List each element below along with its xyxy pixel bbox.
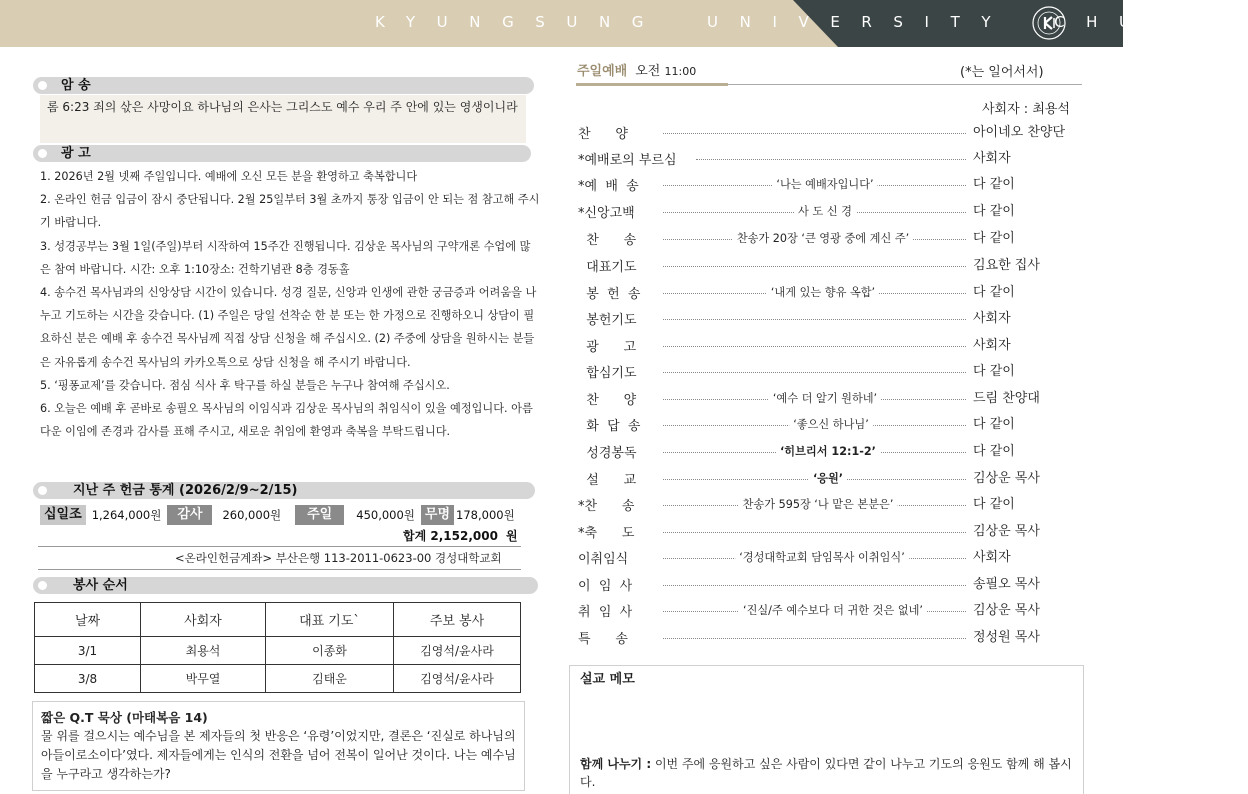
recitation-label: 암 송 [61, 78, 91, 93]
announcement-list [40, 165, 540, 443]
table-cell: 김영석/윤사라 [394, 637, 521, 665]
offering-label: 지난 주 헌금 통계 (2026/2/9~2/15) [73, 483, 298, 498]
worship-order-row [578, 387, 1080, 411]
qt-box [32, 701, 525, 791]
order-item-name: *축 도 [578, 526, 635, 541]
order-item-detail: ‘나는 예배자입니다’ [772, 176, 877, 192]
table-header-cell: 대표 기도` [266, 603, 394, 637]
order-item-leader: 김요한 집사 [973, 258, 1040, 273]
offering-stats [40, 504, 520, 525]
dotted-leader [663, 585, 966, 586]
worship-order-row [578, 467, 1080, 491]
worship-order-row [578, 227, 1080, 251]
order-item-detail: ‘예수 더 알기 원하네’ [769, 390, 881, 406]
order-item-name: 이 임 사 [578, 579, 633, 594]
order-item-leader: 아이네오 찬양단 [973, 125, 1066, 140]
order-item-leader: 송필오 목사 [973, 577, 1040, 592]
announcements-label: 광 고 [61, 146, 91, 161]
order-item-name: 화 답 송 [578, 419, 641, 434]
dotted-leader [696, 159, 966, 160]
standing-note: (*는 일어서서) [960, 65, 1044, 80]
bullet-icon [38, 81, 47, 90]
order-item-detail: 찬송가 595장 ‘나 맡은 본분은’ [739, 496, 898, 512]
table-header-cell: 사회자 [141, 603, 266, 637]
order-item-leader: 정성원 목사 [973, 630, 1040, 645]
order-item-name: 성경봉독 [578, 446, 637, 461]
order-item-name: 설 교 [578, 473, 637, 488]
order-item-leader: 다 같이 [973, 364, 1015, 379]
bullet-icon [38, 581, 47, 590]
worship-order-row [578, 254, 1080, 278]
announcement-item: 4. 송수건 목사님과의 신앙상담 시간이 있습니다. 성경 질문, 신앙과 인생에 관한 궁금증과 어려움을 나누고 기도하는 시간을 갖습니다. (1) 주일은 당일 선착순 한 분 또는 한 가정으로 진행하오니 상담이 필요하신 분은 예배 후 송수건 목사님께 직접 상담 신청을 해 주십시오. (2) 주중에 상담을 원하시는 분들은 자유롭게 송수건 목사님의 카카오톡으로 상담 신청을 해 주시기 바랍니다. [40, 286, 537, 369]
worship-order-row [578, 546, 1080, 570]
table-row [35, 665, 521, 693]
worship-keyword: 주일예배 [577, 64, 628, 79]
offering-item-amount: 1,264,000원 [91, 507, 162, 522]
announcement-item: 6. 오늘은 예배 후 곧바로 송필오 목사님의 이임식과 김상운 목사님의 취임식이 있을 예정입니다. 아름다운 이임에 존경과 감사를 표해 주시고, 새로운 취임에 환영과 축복을 부탁드립니다. [40, 402, 533, 439]
order-item-name: 봉헌기도 [578, 313, 637, 328]
dotted-leader [663, 346, 966, 347]
dotted-leader [663, 266, 966, 267]
table-cell: 박무열 [141, 665, 266, 693]
worship-order-row [578, 413, 1080, 437]
order-item-detail: 찬송가 20장 ‘큰 영광 중에 계신 주’ [733, 230, 913, 246]
order-item-name: *예 배 송 [578, 179, 639, 194]
church-seal-icon [1030, 4, 1068, 42]
offering-item-amount: 260,000원 [222, 507, 282, 522]
worship-order-row [578, 599, 1080, 623]
bullet-icon [38, 486, 47, 495]
qt-title: 짧은 Q.T 묵상 (마태복음 14) [41, 710, 208, 725]
qt-text: 물 위를 걸으시는 예수님을 본 제자들의 첫 반응은 ‘유령’이었지만, 결론은 ‘진실로 하나님의 아들이로소이다’였다. 제자들에게는 인식의 전환을 넘어 전복이 일어난 것이다. 나는 예수님을 누구라고 생각하는가? [41, 729, 516, 781]
header-title [375, 13, 1248, 31]
order-item-name: 찬 양 [578, 127, 628, 142]
memo-share [580, 755, 1075, 791]
order-item-detail: ‘진실/주 예수보다 더 귀한 것은 없네’ [739, 602, 927, 618]
divider-accent [576, 83, 728, 86]
worship-order-row [578, 281, 1080, 305]
order-item-name: 취 임 사 [578, 605, 633, 620]
worship-order-row [578, 520, 1080, 544]
offering-item-amount: 450,000원 [356, 507, 415, 522]
table-header-cell: 날짜 [35, 603, 141, 637]
schedule-bar [33, 577, 538, 594]
worship-order-row [578, 334, 1080, 358]
table-cell: 이종화 [266, 637, 394, 665]
divider [38, 569, 521, 570]
dotted-leader [663, 319, 966, 320]
memo-title: 설교 메모 [580, 672, 635, 687]
service-schedule-table [34, 602, 521, 693]
divider [38, 546, 521, 547]
header-word-1: KYUNGSUNG [375, 13, 666, 31]
worship-host: 사회자 : 최용석 [982, 102, 1070, 117]
offering-total [403, 527, 518, 544]
order-item-leader: 김상운 목사 [973, 471, 1040, 486]
recitation-text: 롬 6:23 죄의 삯은 사망이요 하나님의 은사는 그리스도 예수 우리 주 안에 있는 영생이니라 [40, 95, 526, 143]
offering-item-label: 주일 [295, 505, 344, 525]
offering-item-label: 십일조 [40, 505, 86, 525]
order-item-leader: 다 같이 [973, 444, 1015, 459]
announcement-item: 5. ‘핑퐁교제’를 갖습니다. 점심 식사 후 탁구를 하실 분들은 누구나 참여해 주십시오. [40, 378, 450, 392]
memo-share-text: 이번 주에 응원하고 싶은 사람이 있다면 같이 나누고 기도의 응원도 함께 해 봅시다. [580, 757, 1072, 789]
worship-order-row [578, 121, 1080, 145]
order-item-name: 찬 양 [578, 393, 637, 408]
header-word-3: CHURCH [1054, 13, 1248, 31]
order-item-name: *신앙고백 [578, 206, 635, 221]
order-item-leader: 다 같이 [973, 285, 1015, 300]
order-item-name: *찬 송 [578, 499, 635, 514]
announcement-item: 3. 성경공부는 3월 1일(주일)부터 시작하여 15주간 진행됩니다. 김상운 목사님의 구약개론 수업에 많은 참여 바랍니다. 시간: 오후 1:10장소: 건학기념관 8층 경동홀 [40, 239, 531, 276]
table-row [35, 637, 521, 665]
header-word-2: UNIVERSITY [707, 13, 1013, 31]
order-item-leader: 사회자 [973, 311, 1011, 326]
table-cell: 3/1 [35, 637, 141, 665]
dotted-leader [663, 133, 966, 134]
order-item-leader: 드림 찬양대 [973, 391, 1040, 406]
order-item-leader: 다 같이 [973, 497, 1015, 512]
order-item-name: 광 고 [578, 340, 637, 355]
order-item-name: *예배로의 부르심 [578, 153, 677, 168]
dotted-leader [663, 638, 966, 639]
recitation-bar [33, 77, 534, 94]
announcement-item: 1. 2026년 2월 넷째 주일입니다. 예배에 오신 모든 분을 환영하고 축복합니다 [40, 170, 418, 183]
order-item-leader: 사회자 [973, 550, 1011, 565]
order-item-name: 이취임식 [578, 552, 629, 567]
order-item-leader: 다 같이 [973, 177, 1015, 192]
order-item-name: 특 송 [578, 632, 628, 647]
order-item-detail: ‘히브리서 12:1-2’ [776, 443, 880, 459]
order-item-name: 봉 헌 송 [578, 287, 641, 302]
order-item-detail: ‘경성대학교회 담임목사 이취임식’ [735, 549, 909, 565]
table-cell: 최용석 [141, 637, 266, 665]
schedule-label: 봉사 순서 [73, 578, 128, 593]
worship-order-row [578, 493, 1080, 517]
worship-order-row [578, 573, 1080, 597]
dotted-leader [663, 372, 966, 373]
offering-total-unit: 원 [505, 529, 518, 543]
bullet-icon [38, 149, 47, 158]
header-band [0, 0, 1248, 47]
worship-time: 11:00 [664, 65, 697, 78]
table-header-cell: 주보 봉사 [394, 603, 521, 637]
table-header-row [35, 603, 521, 637]
order-item-leader: 김상운 목사 [973, 524, 1040, 539]
offering-account: <온라인헌금계좌> 부산은행 113-2011-0623-00 경성대학교회 [175, 551, 502, 565]
order-item-leader: 다 같이 [973, 204, 1015, 219]
worship-order-row [578, 626, 1080, 650]
order-item-detail: ‘좋으신 하나님’ [789, 416, 873, 432]
announcements-bar [33, 145, 531, 162]
sermon-memo-box [569, 665, 1084, 794]
offering-total-value: 합계 2,152,000 [403, 529, 498, 543]
order-item-detail: 사 도 신 경 [794, 203, 856, 219]
order-item-name: 합심기도 [578, 366, 637, 381]
table-cell: 김태운 [266, 665, 394, 693]
worship-order-row [578, 147, 1080, 171]
dotted-leader [663, 532, 966, 533]
offering-bar [33, 482, 535, 499]
order-item-name: 찬 송 [578, 233, 637, 248]
offering-item-amount: 178,000원 [456, 507, 515, 522]
order-item-leader: 다 같이 [973, 231, 1015, 246]
worship-order-row [578, 173, 1080, 197]
order-item-leader: 김상운 목사 [973, 603, 1040, 618]
order-item-leader: 사회자 [973, 338, 1011, 353]
order-item-leader: 다 같이 [973, 417, 1015, 432]
memo-share-label: 함께 나누기 : [580, 757, 652, 771]
order-item-detail: ‘응원’ [809, 470, 847, 486]
announcement-item: 2. 온라인 헌금 입금이 잠시 중단됩니다. 2월 25일부터 3월 초까지 통장 입금이 안 되는 점 참고해 주시기 바랍니다. [40, 193, 540, 230]
table-cell: 김영석/윤사라 [394, 665, 521, 693]
worship-order-row [578, 440, 1080, 464]
offering-item-label: 감사 [167, 505, 212, 525]
worship-time-label: 오전 [635, 64, 661, 79]
order-item-name: 대표기도 [578, 260, 637, 275]
offering-item-label: 무명 [421, 505, 454, 525]
worship-order-row [578, 360, 1080, 384]
order-item-detail: ‘내게 있는 향유 옥합’ [767, 284, 879, 300]
worship-order-row [578, 307, 1080, 331]
table-cell: 3/8 [35, 665, 141, 693]
worship-heading [577, 60, 696, 79]
order-item-leader: 사회자 [973, 151, 1011, 166]
worship-order-row [578, 200, 1080, 224]
